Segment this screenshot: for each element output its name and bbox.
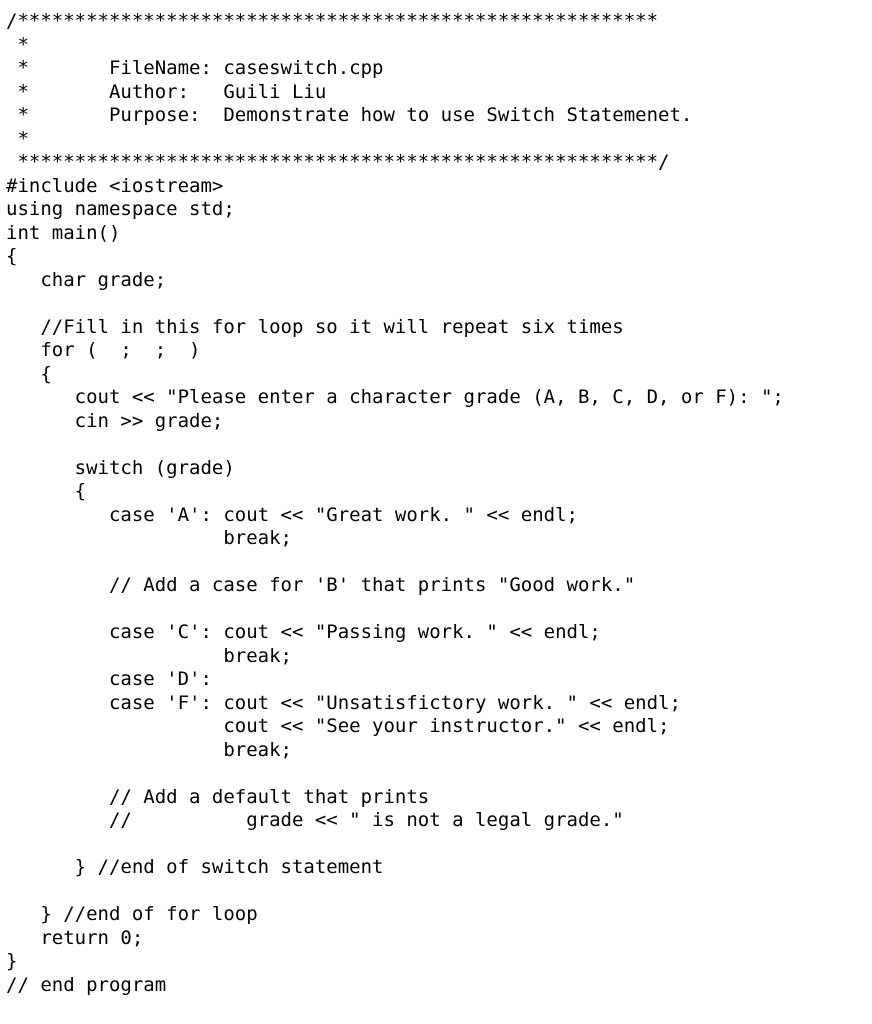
header-comment-blank: * bbox=[6, 33, 29, 56]
case-f-break: break; bbox=[6, 738, 292, 761]
case-c: case 'C': cout << "Passing work. " << endl; bbox=[6, 621, 601, 643]
return-statement: return 0; bbox=[6, 926, 144, 949]
case-f-instructor: cout << "See your instructor." << endl; bbox=[6, 715, 670, 737]
switch-open-brace: { bbox=[6, 480, 87, 502]
switch-header: switch (grade) bbox=[6, 456, 235, 479]
using-namespace: using namespace std; bbox=[6, 198, 235, 220]
blank-line bbox=[6, 598, 866, 622]
for-open-brace: { bbox=[6, 362, 52, 385]
case-b-comment: // Add a case for 'B' that prints "Good work." bbox=[6, 574, 636, 596]
blank-line bbox=[6, 880, 866, 904]
default-comment-1: // Add a default that prints bbox=[6, 785, 430, 808]
end-program-comment: // end program bbox=[6, 973, 167, 996]
case-a-break: break; bbox=[6, 527, 292, 549]
case-f: case 'F': cout << "Unsatisfictory work. " << endl; bbox=[6, 691, 681, 714]
cout-prompt: cout << "Please enter a character grade (A, B, C, D, or F): "; bbox=[6, 386, 784, 408]
header-purpose: * Purpose: Demonstrate how to use Switch Statemenet. bbox=[6, 104, 693, 126]
case-c-break: break; bbox=[6, 644, 292, 667]
code-listing bbox=[6, 10, 866, 997]
for-loop-comment: //Fill in this for loop so it will repeat six times bbox=[6, 315, 624, 338]
switch-close: } //end of switch statement bbox=[6, 856, 384, 878]
for-loop-header: for ( ; ; ) bbox=[6, 339, 201, 361]
grade-declaration: char grade; bbox=[6, 268, 167, 291]
blank-line bbox=[6, 833, 866, 857]
blank-line bbox=[6, 762, 866, 786]
cin-grade: cin >> grade; bbox=[6, 409, 224, 432]
default-comment-2: // grade << " is not a legal grade." bbox=[6, 809, 624, 831]
main-signature: int main() bbox=[6, 221, 121, 244]
case-d: case 'D': bbox=[6, 668, 212, 690]
blank-line bbox=[6, 433, 866, 457]
blank-line bbox=[6, 292, 866, 316]
header-comment-open: /******************************************************** bbox=[6, 10, 659, 32]
header-filename: * FileName: caseswitch.cpp bbox=[6, 57, 384, 79]
header-comment-blank: * bbox=[6, 127, 29, 150]
header-author: * Author: Guili Liu bbox=[6, 80, 327, 103]
for-close: } //end of for loop bbox=[6, 903, 258, 925]
main-open-brace: { bbox=[6, 245, 18, 267]
include-directive: #include <iostream> bbox=[6, 174, 224, 197]
main-close-brace: } bbox=[6, 950, 18, 972]
case-a: case 'A': cout << "Great work. " << endl; bbox=[6, 503, 578, 526]
blank-line bbox=[6, 551, 866, 575]
header-comment-close: ********************************************************/ bbox=[6, 151, 670, 173]
